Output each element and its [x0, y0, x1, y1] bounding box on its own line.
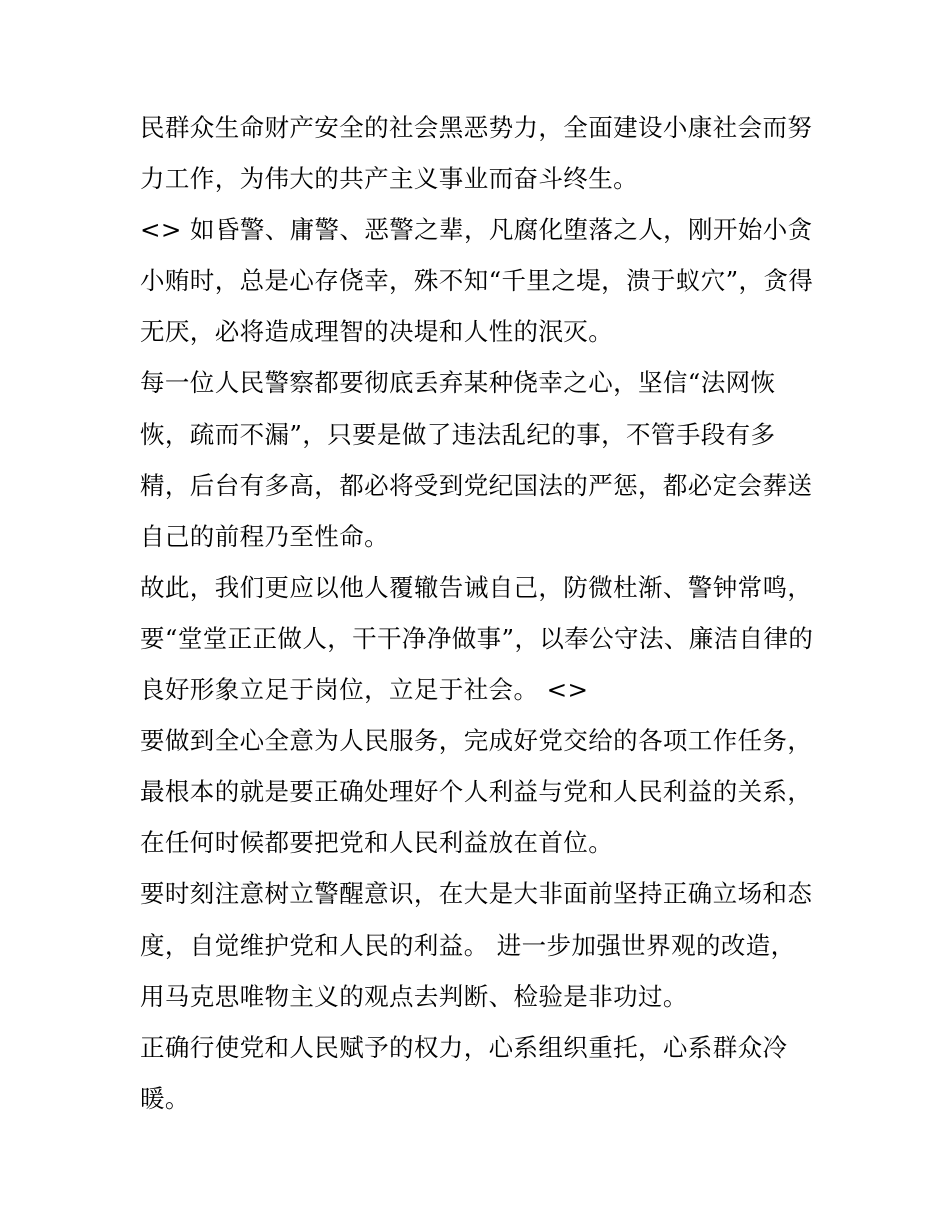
text-line-12: 良好形象立足于岗位，立足于社会。 <>: [140, 675, 589, 705]
text-line-6: 每一位人民警察都要彻底丢弃某种侥幸之心，坚信“法网恢: [140, 368, 776, 398]
text-line-2: 力工作，为伟大的共产主义事业而奋斗终生。: [140, 164, 638, 194]
text-line-13: 要做到全心全意为人民服务，完成好党交给的各项工作任务，: [140, 726, 813, 756]
text-line-5: 无厌，必将造成理智的决堤和人性的泯灭。: [140, 317, 614, 347]
text-line-16: 要时刻注意树立警醒意识，在大是大非面前坚持正确立场和态: [140, 879, 813, 909]
document-body: [140, 102, 820, 1124]
text-line-20: 暖。: [140, 1083, 190, 1113]
text-line-3: <> 如昏警、庸警、恶警之辈，凡腐化堕落之人，刚开始小贪: [140, 215, 813, 245]
text-line-10: 故此，我们更应以他人覆辙告诫自己，防微杜渐、警钟常鸣，: [140, 572, 813, 602]
text-line-17: 度，自觉维护党和人民的利益。 进一步加强世界观的改造，: [140, 930, 796, 960]
text-line-18: 用马克思唯物主义的观点去判断、检验是非功过。: [140, 981, 688, 1011]
text-line-4: 小贿时，总是心存侥幸，殊不知“千里之堤，溃于蚁穴”，贪得: [140, 266, 814, 296]
text-line-14: 最根本的就是要正确处理好个人利益与党和人民利益的关系，: [140, 777, 813, 807]
text-line-15: 在任何时候都要把党和人民利益放在首位。: [140, 828, 614, 858]
text-line-11: 要“堂堂正正做人，干干净净做事”，以奉公守法、廉洁自律的: [140, 623, 814, 653]
text-line-8: 精，后台有多高，都必将受到党纪国法的严惩，都必定会葬送: [140, 470, 813, 500]
text-line-9: 自己的前程乃至性命。: [140, 521, 389, 551]
text-line-19: 正确行使党和人民赋予的权力，心系组织重托，心系群众冷: [140, 1032, 788, 1062]
text-line-7: 恢，疏而不漏”，只要是做了违法乱纪的事，不管手段有多: [140, 419, 776, 449]
text-line-1: 民群众生命财产安全的社会黑恶势力，全面建设小康社会而努: [140, 113, 813, 142]
